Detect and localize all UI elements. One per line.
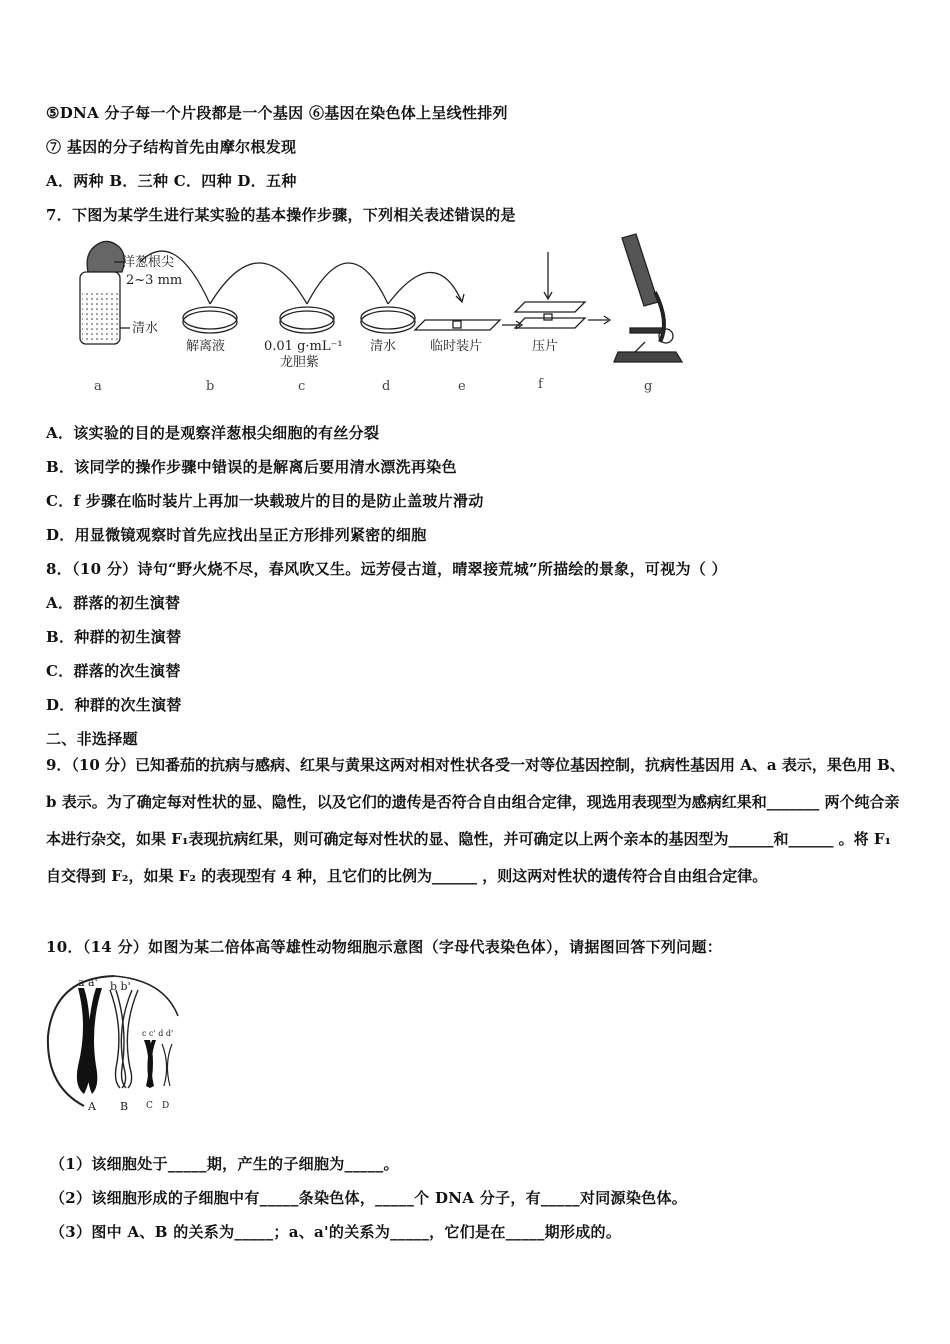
q10-part-2: （2）该细胞形成的子细胞中有_____条染色体，_____个 DNA 分子，有_____对同源染色体。: [50, 1189, 688, 1207]
chromosome-d: [162, 1044, 172, 1086]
q8-option-b: B．种群的初生演替: [46, 628, 182, 646]
label-a-pair: a a': [78, 976, 98, 989]
step-f: f: [538, 377, 543, 392]
q6-answer-choices: A．两种 B．三种 C．四种 D．五种: [46, 172, 297, 190]
label-cd-pairs: c c' d d': [142, 1029, 174, 1038]
experiment-steps-figure: [70, 232, 690, 402]
chromosome-b: [110, 990, 138, 1088]
question-8-stem: 8．（10 分）诗句“野火烧不尽，春风吹又生。远芳侵古道，晴翠接荒城”所描绘的景象，可视为（ ）: [46, 560, 727, 578]
label-b-pair: b b': [110, 980, 131, 993]
petri-dish-b: [183, 311, 237, 333]
question-7-stem: 7．下图为某学生进行某实验的基本操作步骤，下列相关表述错误的是: [46, 206, 516, 224]
root-label: 洋葱根尖: [122, 255, 175, 270]
stain-label: 龙胆紫: [280, 355, 320, 370]
q7-option-c: C．f 步骤在临时装片上再加一块载玻片的目的是防止盖玻片滑动: [46, 492, 484, 510]
chromosome-cell-figure: [44, 966, 190, 1122]
chromosome-c: [144, 1040, 156, 1088]
label-C: C: [146, 1101, 153, 1111]
microscope-icon: [614, 234, 682, 362]
petri-dish-d: [361, 311, 415, 333]
step-e: e: [458, 379, 466, 394]
press-slide-top: [515, 302, 585, 312]
question-10-stem: 10．（14 分）如图为某二倍体高等雄性动物细胞示意图（字母代表染色体），请据图回答下列问题：: [46, 938, 723, 956]
q10-part-1: （1）该细胞处于_____期，产生的子细胞为_____。: [50, 1155, 399, 1173]
q7-option-d: D．用显微镜观察时首先应找出呈正方形排列紧密的细胞: [46, 526, 427, 544]
root-length: 2~3 mm: [126, 273, 183, 288]
label-D: D: [162, 1101, 170, 1111]
press-label: 压片: [532, 339, 559, 354]
q8-option-a: A．群落的初生演替: [46, 594, 181, 612]
q10-part-3: （3）图中 A、B 的关系为_____；a、a'的关系为_____，它们是在_____期形成的。: [50, 1223, 622, 1241]
concentration-label: 0.01 g·mL⁻¹: [264, 339, 343, 354]
onion-icon: [87, 241, 124, 272]
q6-option-line-7: ⑦ 基因的分子结构首先由摩尔根发现: [46, 138, 297, 156]
step-c: c: [298, 379, 306, 394]
q7-option-a: A．该实验的目的是观察洋葱根尖细胞的有丝分裂: [46, 424, 380, 442]
step-a: a: [94, 379, 102, 394]
label-A: A: [88, 1100, 96, 1113]
chromosome-a: [77, 988, 102, 1094]
water-label-d: 清水: [370, 339, 397, 354]
step-g: g: [644, 379, 653, 394]
slide-label: 临时装片: [430, 339, 483, 354]
water-label-a: 清水: [132, 321, 159, 336]
q8-option-c: C．群落的次生演替: [46, 662, 181, 680]
step-b: b: [206, 379, 215, 394]
section-heading: 二、非选择题: [46, 730, 138, 748]
q8-option-d: D．种群的次生演替: [46, 696, 182, 714]
q7-option-b: B．该同学的操作步骤中错误的是解离后要用清水漂洗再染色: [46, 458, 457, 476]
question-9: 9．（10 分）已知番茄的抗病与感病、红果与黄果这两对相对性状各受一对等位基因控制，抗病性基因用 A、a 表示，果色用 B、b 表示。为了确定每对性状的显、隐性，以及它们的遗传是否符合自由组合定律，现选用表现型为感病红果和_______ 两个纯合亲本进行杂交，如果 F₁表现抗病红果，则可确定每对性状的显、隐性，并可确定以上两个亲本的基因型为______和______ 。将 F₁ 自交得到 F₂，如果 F₂ 的表现型有 4 种，且它们的比例为______ ，则这两对性状的遗传符合自由组合定律。: [46, 756, 905, 885]
q6-option-line-5-6: ⑤DNA 分子每一个片段都是一个基因 ⑥基因在染色体上呈线性排列: [46, 104, 508, 122]
label-B: B: [120, 1100, 129, 1113]
step-d: d: [382, 379, 391, 394]
dissociation-label: 解离液: [186, 339, 226, 354]
petri-dish-c: [280, 311, 334, 333]
